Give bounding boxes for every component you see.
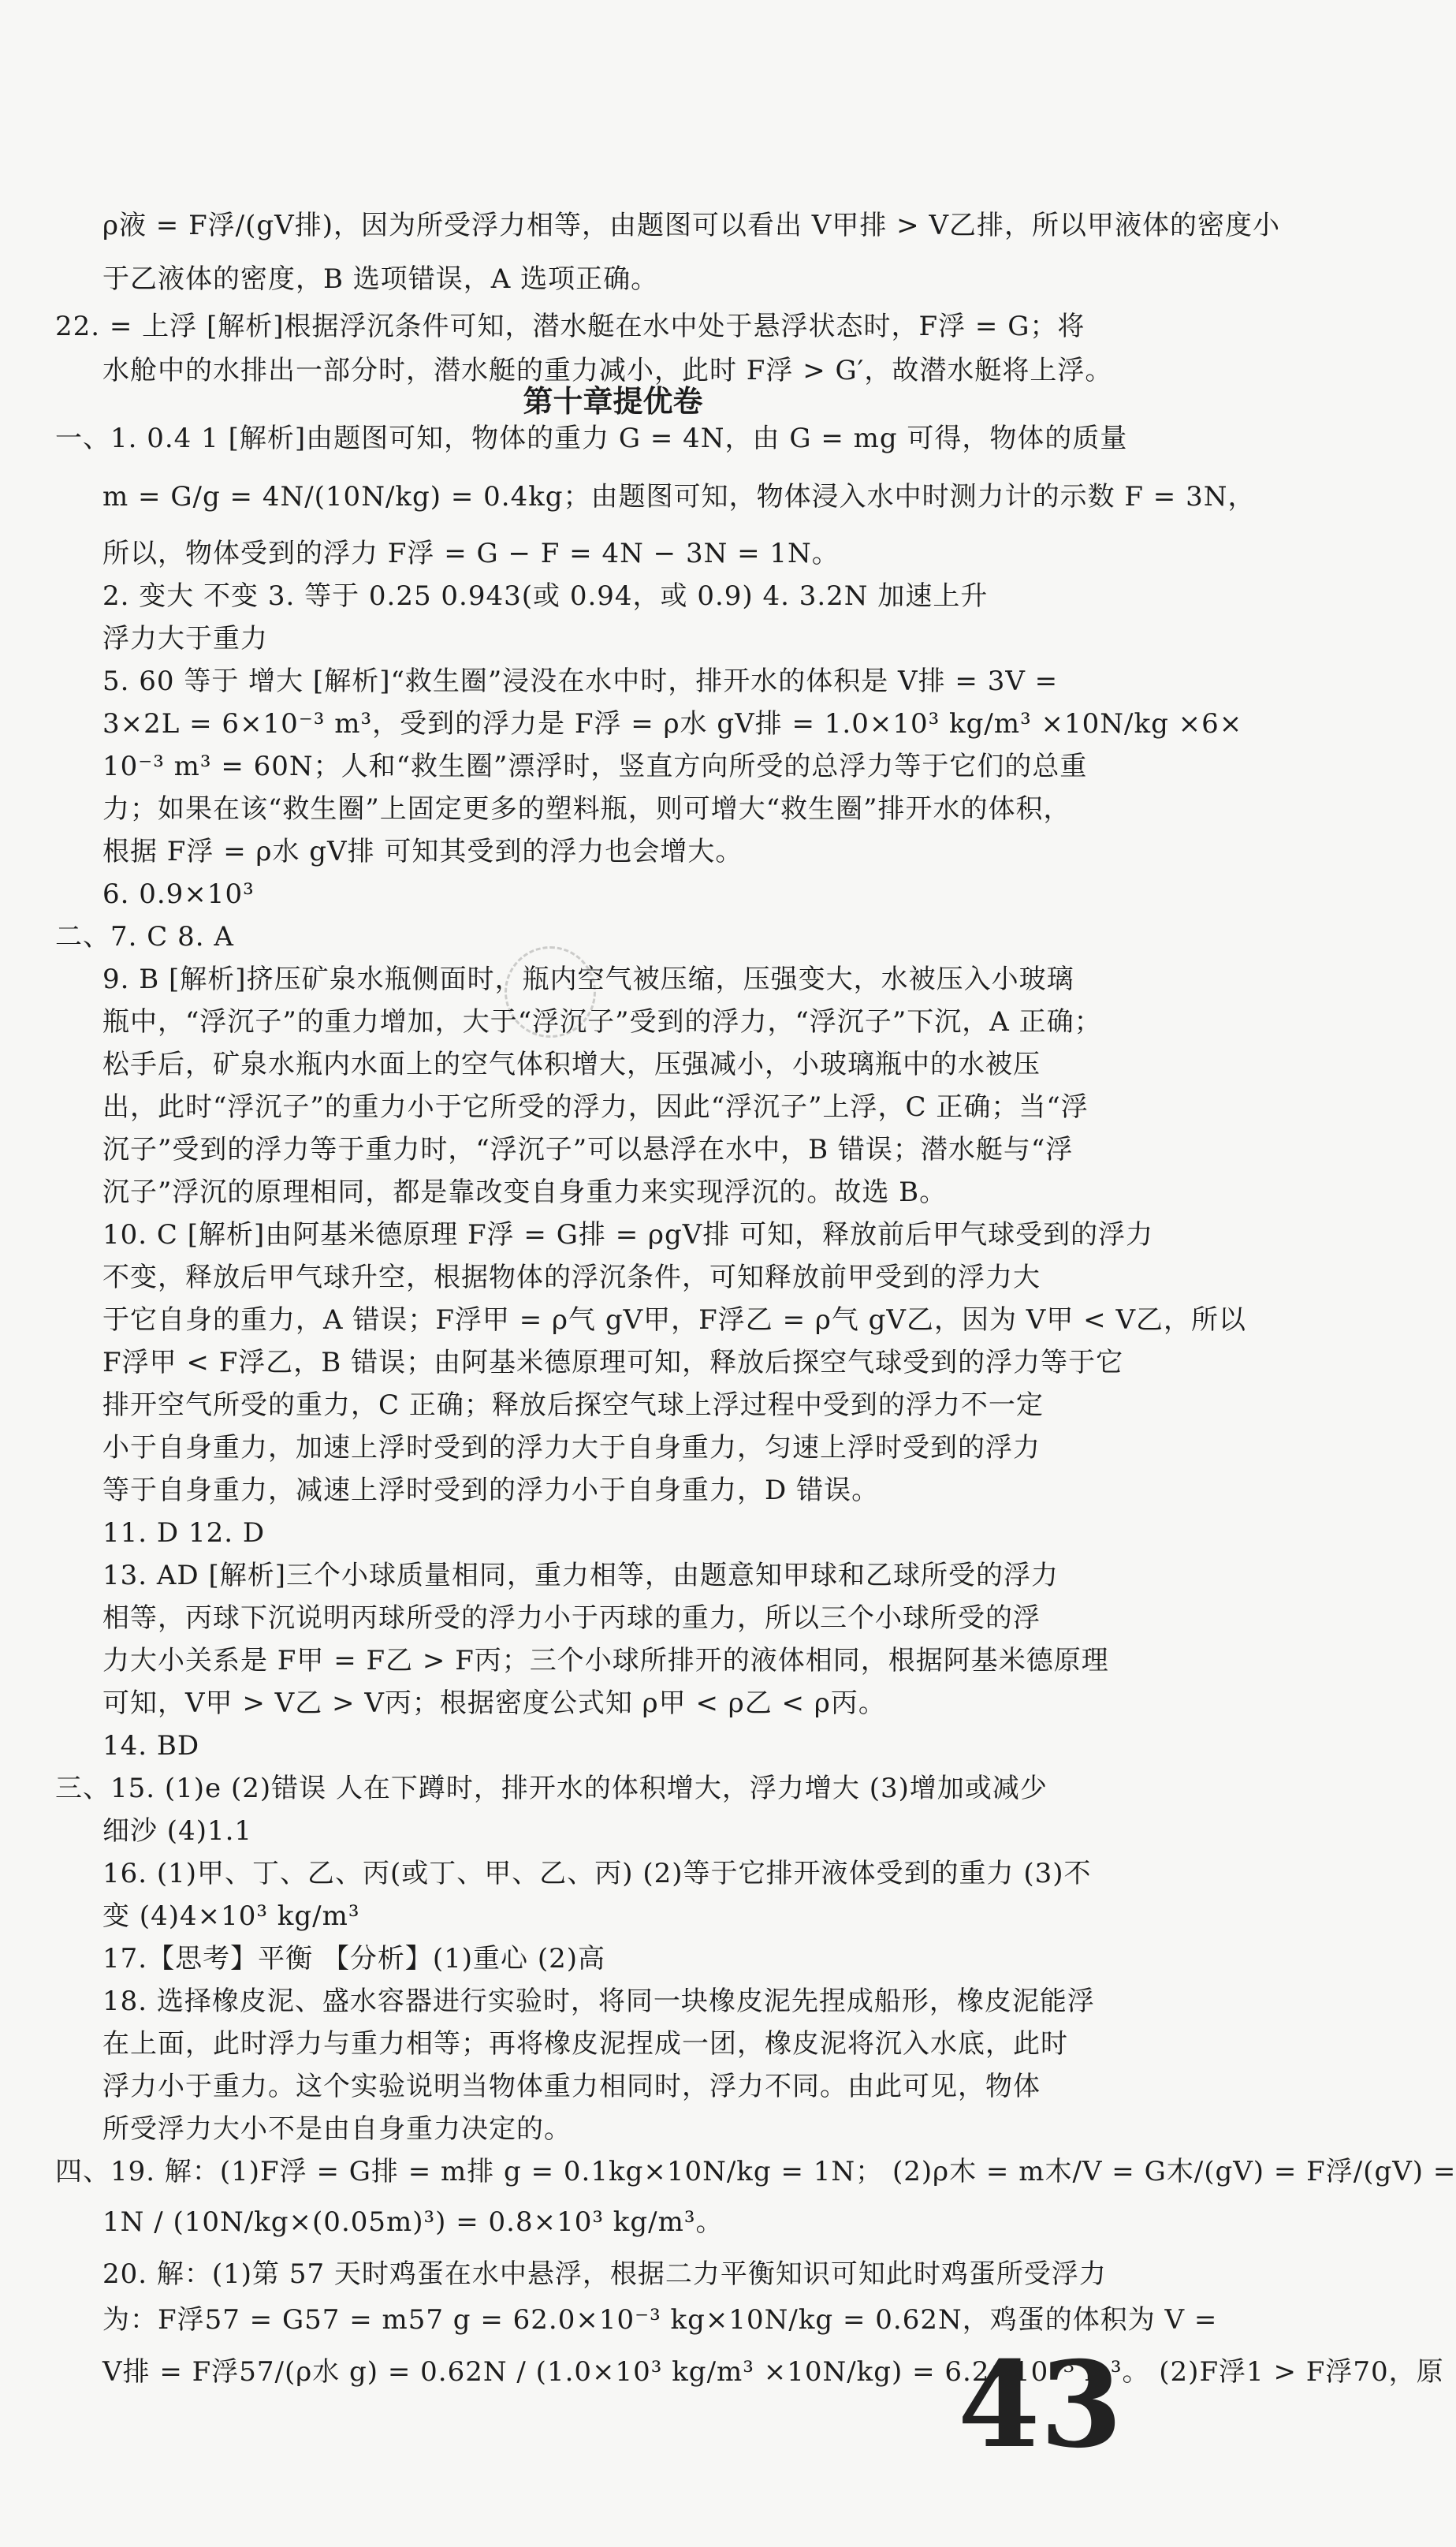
text-line: 瓶中，“浮沉子”的重力增加，大于“浮沉子”受到的浮力，“浮沉子”下沉，A 正确； — [102, 1006, 1102, 1038]
text-line: 22. = 上浮 [解析]根据浮沉条件可知，潜水艇在水中处于悬浮状态时，F浮 = G；将 — [55, 311, 1085, 342]
text-line: 所受浮力大小不是由自身重力决定的。 — [102, 2113, 572, 2145]
text-line: 小于自身重力，加速上浮时受到的浮力大于自身重力，匀速上浮时受到的浮力 — [102, 1432, 1041, 1464]
text-line: V排 = F浮57/(ρ水 g) = 0.62N / (1.0×10³ kg/m³ ×10N/kg) = 6.2×10⁻⁵ m³。 (2)F浮1 > F浮70，原 — [102, 2356, 1444, 2388]
text-line: 在上面，此时浮力与重力相等；再将橡皮泥捏成一团，橡皮泥将沉入水底，此时 — [102, 2028, 1068, 2060]
text-line: 1N / (10N/kg×(0.05m)³) = 0.8×10³ kg/m³。 — [102, 2206, 724, 2238]
text-line: 于乙液体的密度，B 选项错误，A 选项正确。 — [102, 263, 659, 295]
text-line: 16. (1)甲、丁、乙、丙(或丁、甲、乙、丙) (2)等于它排开液体受到的重力 (3)不 — [102, 1858, 1092, 1889]
text-line: 不变，释放后甲气球升空，根据物体的浮沉条件，可知释放前甲受到的浮力大 — [102, 1262, 1041, 1293]
text-line: 20. 解：(1)第 57 天时鸡蛋在水中悬浮，根据二力平衡知识可知此时鸡蛋所受浮力 — [102, 2258, 1107, 2290]
text-line: ρ液 = F浮/(gV排)，因为所受浮力相等，由题图可以看出 V甲排 > V乙排，所以甲液体的密度小 — [102, 210, 1281, 241]
text-line: 18. 选择橡皮泥、盛水容器进行实验时，将同一块橡皮泥先捏成船形，橡皮泥能浮 — [102, 1986, 1095, 2017]
text-line: 10⁻³ m³ = 60N；人和“救生圈”漂浮时，竖直方向所受的总浮力等于它们的总重 — [102, 751, 1088, 782]
text-line: 松手后，矿泉水瓶内水面上的空气体积增大，压强减小，小玻璃瓶中的水被压 — [102, 1049, 1041, 1080]
text-line: 2. 变大 不变 3. 等于 0.25 0.943(或 0.94，或 0.9) 4. 3.2N 加速上升 — [102, 580, 989, 612]
text-line: 细沙 (4)1.1 — [102, 1815, 253, 1847]
text-line: 水舱中的水排出一部分时，潜水艇的重力减小，此时 F浮 > G′，故潜水艇将上浮。 — [102, 355, 1113, 386]
text-line: 沉子”受到的浮力等于重力时，“浮沉子”可以悬浮在水中，B 错误；潜水艇与“浮 — [102, 1134, 1074, 1165]
text-line: 于它自身的重力，A 错误；F浮甲 = ρ气 gV甲，F浮乙 = ρ气 gV乙，因为 V甲 < V乙，所以 — [102, 1304, 1246, 1336]
text-line: 一、1. 0.4 1 [解析]由题图可知，物体的重力 G = 4N，由 G = mg 可得，物体的质量 — [55, 423, 1128, 454]
text-line: 变 (4)4×10³ kg/m³ — [102, 1900, 360, 1932]
text-line: 等于自身重力，减速上浮时受到的浮力小于自身重力，D 错误。 — [102, 1475, 880, 1506]
text-line: 3×2L = 6×10⁻³ m³，受到的浮力是 F浮 = ρ水 gV排 = 1.0×10³ kg/m³ ×10N/kg ×6× — [102, 708, 1243, 740]
text-line: 相等，丙球下沉说明丙球所受的浮力小于丙球的重力，所以三个小球所受的浮 — [102, 1602, 1041, 1634]
text-line: 9. B [解析]挤压矿泉水瓶侧面时，瓶内空气被压缩，压强变大，水被压入小玻璃 — [102, 964, 1074, 995]
text-line: 二、7. C 8. A — [55, 921, 234, 953]
text-line: 14. BD — [102, 1730, 200, 1762]
text-line: 根据 F浮 = ρ水 gV排 可知其受到的浮力也会增大。 — [102, 836, 743, 867]
text-line: 浮力大于重力 — [102, 623, 268, 654]
text-line: 三、15. (1)e (2)错误 人在下蹲时，排开水的体积增大，浮力增大 (3)增加或减少 — [55, 1773, 1048, 1804]
text-line: 四、19. 解：(1)F浮 = G排 = m排 g = 0.1kg×10N/kg = 1N； (2)ρ木 = m木/V = G木/(gV) = F浮/(gV) = — [55, 2156, 1456, 2187]
text-line: F浮甲 < F浮乙，B 错误；由阿基米德原理可知，释放后探空气球受到的浮力等于它 — [102, 1347, 1124, 1378]
text-line: 出，此时“浮沉子”的重力小于它所受的浮力，因此“浮沉子”上浮，C 正确；当“浮 — [102, 1091, 1089, 1123]
text-line: 力；如果在该“救生圈”上固定更多的塑料瓶，则可增大“救生圈”排开水的体积， — [102, 793, 1071, 825]
text-line: 5. 60 等于 增大 [解析]“救生圈”浸没在水中时，排开水的体积是 V排 = 3V = — [102, 666, 1059, 697]
text-line: 可知，V甲 > V乙 > V丙；根据密度公式知 ρ甲 < ρ乙 < ρ丙。 — [102, 1687, 886, 1719]
text-line: 浮力小于重力。这个实验说明当物体重力相同时，浮力不同。由此可见，物体 — [102, 2071, 1041, 2102]
text-line: 10. C [解析]由阿基米德原理 F浮 = G排 = ρgV排 可知，释放前后甲气球受到的浮力 — [102, 1219, 1154, 1251]
page-number: 43 — [958, 2336, 1123, 2474]
text-line: 力大小关系是 F甲 = F乙 > F丙；三个小球所排开的液体相同，根据阿基米德原理 — [102, 1645, 1109, 1676]
text-line: 为：F浮57 = G57 = m57 g = 62.0×10⁻³ kg×10N/kg = 0.62N，鸡蛋的体积为 V = — [102, 2304, 1218, 2336]
section-title: 第十章提优卷 — [523, 384, 703, 419]
text-line: 所以，物体受到的浮力 F浮 = G − F = 4N − 3N = 1N。 — [102, 538, 840, 569]
text-line: 11. D 12. D — [102, 1517, 266, 1549]
text-line: m = G/g = 4N/(10N/kg) = 0.4kg；由题图可知，物体浸入水中时测力计的示数 F = 3N， — [102, 481, 1256, 513]
text-line: 13. AD [解析]三个小球质量相同，重力相等，由题意知甲球和乙球所受的浮力 — [102, 1560, 1059, 1591]
text-line: 沉子”浮沉的原理相同，都是靠改变自身重力来实现浮沉的。故选 B。 — [102, 1177, 948, 1208]
text-line: 排开空气所受的重力，C 正确；释放后探空气球上浮过程中受到的浮力不一定 — [102, 1389, 1044, 1421]
text-line: 17.【思考】平衡 【分析】(1)重心 (2)高 — [102, 1943, 606, 1975]
text-line: 6. 0.9×10³ — [102, 878, 255, 910]
